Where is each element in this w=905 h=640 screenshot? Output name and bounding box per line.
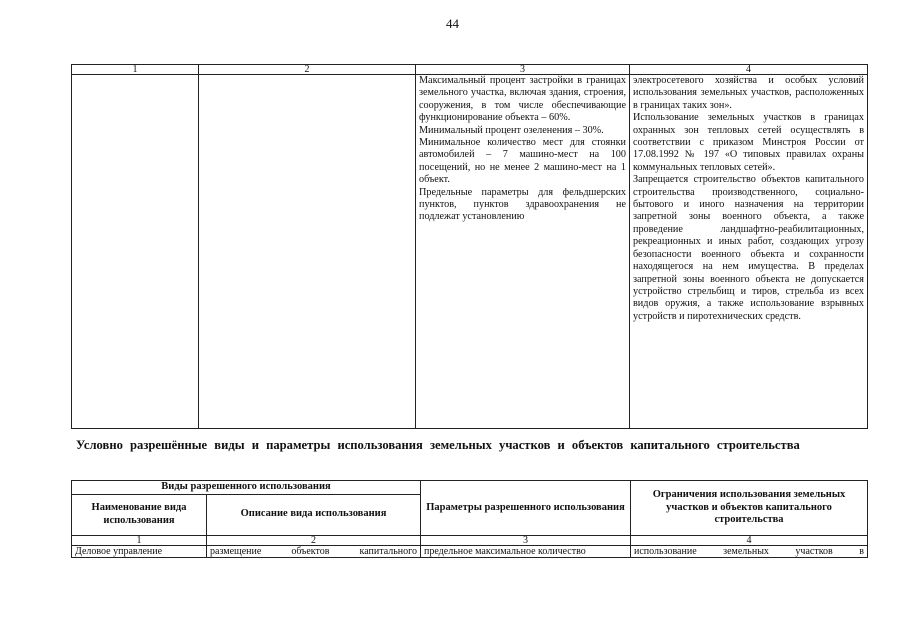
conditional-uses-table [71, 480, 868, 558]
restriction-text: Запрещается строительство объектов капитального строительства производственного, социально-бытового и иного назначения на территории запретной зоны военного объекта, а также проведение ландшафтно-реабилитационных, рекреационных и иных работ, создающих угрозу безопасности военного объекта и сохранности находящегося на нем имущества. В пределах запретной зоны военного объекта не допускается устройство стрельбищ и тиров, стрельба из всех видов оружия, а также использование взрывных устройств и пиротехнических средств. [633, 174, 864, 322]
header-group-uses: Виды разрешенного использования [72, 481, 421, 495]
parameter-text: Предельные параметры для фельдшерских пунктов, пунктов здравоохранения не подлежат установлению [419, 186, 626, 223]
header-use-name: Наименование вида использования [72, 494, 207, 535]
restrictions-cell [630, 75, 868, 429]
column-number: 3 [421, 535, 631, 545]
parameter-text: Минимальное количество мест для стоянки автомобилей – 7 машино-мест на 100 посещений, но не менее 2 машино-мест на 1 объект. [419, 137, 626, 186]
table-row [72, 545, 868, 557]
table-row [72, 75, 868, 429]
column-number: 1 [72, 65, 199, 75]
column-number: 2 [207, 535, 421, 545]
restriction-text: электросетевого хозяйства и особых условий использования земельных участков, расположенных в границах таких зон». [633, 75, 864, 111]
column-number: 1 [72, 535, 207, 545]
header-use-description: Описание вида использования [207, 494, 421, 535]
column-number: 3 [416, 65, 630, 75]
use-name: Деловое управление [72, 545, 207, 557]
header-restrictions: Ограничения использования земельных участков и объектов капитального строительства [631, 481, 868, 536]
parameter-text: Минимальный процент озеленения – 30%. [419, 124, 604, 136]
column-numbers-row [72, 535, 868, 545]
use-parameters: предельное максимальное количество [421, 545, 631, 557]
page-number: 44 [446, 16, 459, 31]
section-heading: Условно разрешённые виды и параметры использования земельных участков и объектов капитального строительства [76, 438, 800, 452]
empty-cell [199, 75, 416, 429]
use-description: размещение объектов капитального [207, 545, 421, 557]
parameters-cell [416, 75, 630, 429]
parameter-text: Максимальный процент застройки в границах земельного участка, включая здания, строения, сооружения, в том числе обеспечивающие функционирование объекта – 60%. [419, 75, 626, 124]
empty-cell [72, 75, 199, 429]
column-number: 4 [630, 65, 868, 75]
use-restrictions: использование земельных участков в [631, 545, 868, 557]
header-params: Параметры разрешенного использования [421, 481, 631, 536]
restriction-text: Использование земельных участков в границах охранных зон тепловых сетей осуществлять в соответствии с приказом Минстроя России от 17.08.1992 № 197 «О типовых правилах охраны коммунальных тепловых сетей». [633, 112, 864, 173]
column-number: 2 [199, 65, 416, 75]
column-numbers-row [72, 65, 868, 75]
column-number: 4 [631, 535, 868, 545]
continuation-table [71, 64, 868, 429]
